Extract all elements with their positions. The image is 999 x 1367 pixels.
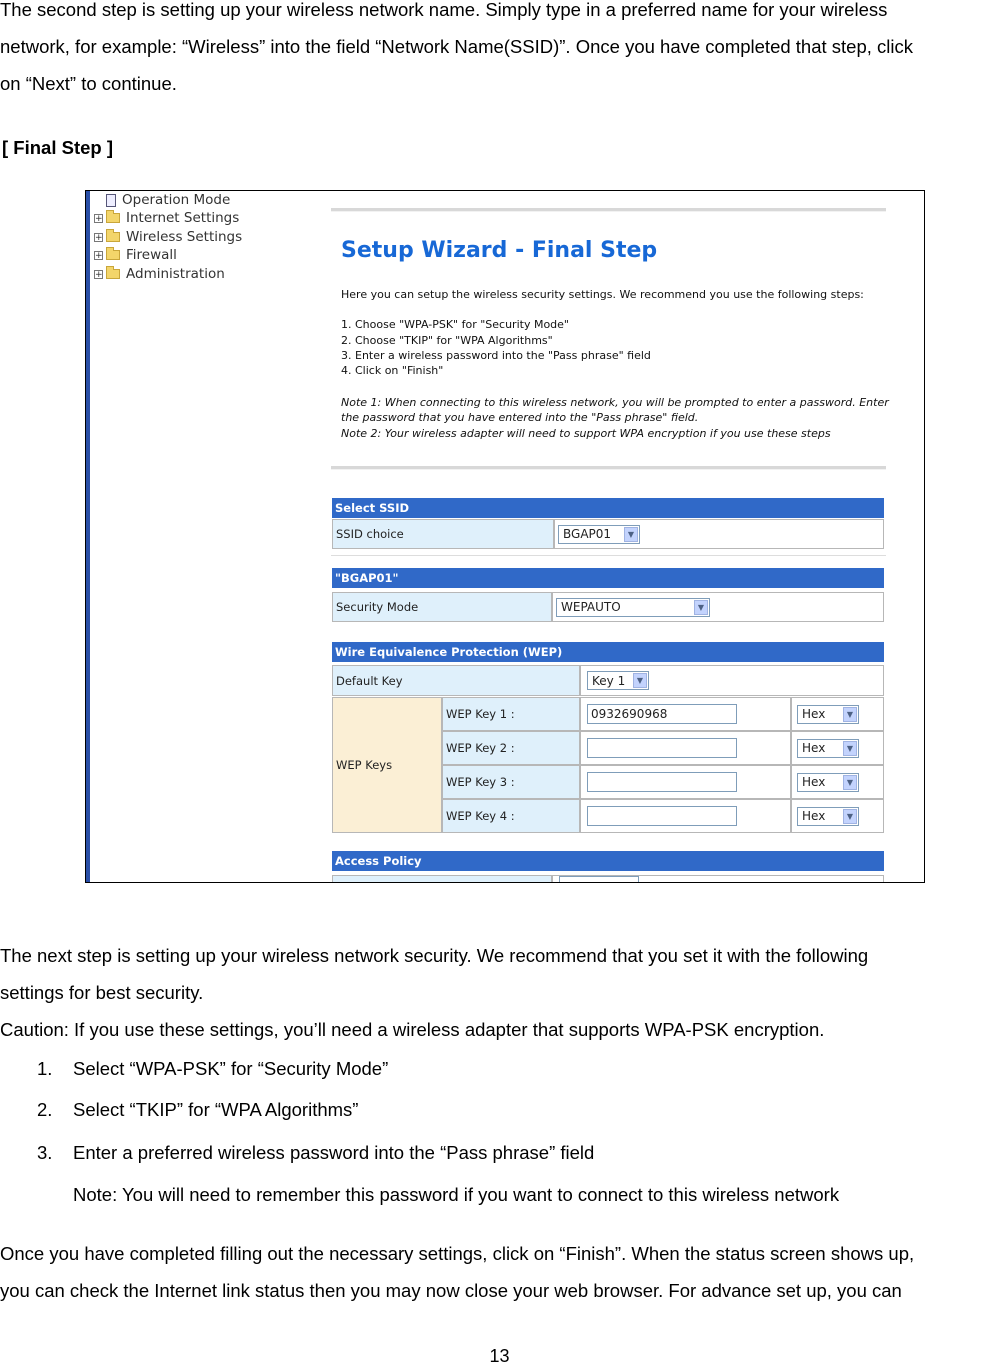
wep-key-2-format-select[interactable] [797, 739, 859, 758]
wep-key-3-label: WEP Key 3 : [442, 765, 580, 799]
nav-item-internet-settings[interactable] [94, 209, 239, 227]
wep-keys-label: WEP Keys [332, 697, 442, 833]
wep-key-2-cell [580, 731, 791, 765]
nav-label: Internet Settings [126, 210, 240, 226]
ssid-choice-value: BGAP01 [563, 527, 612, 541]
intro-line: network, for example: “Wireless” into the field “Network Name(SSID)”. Once you have completed that step, click [0, 36, 914, 57]
wep-key-3-input[interactable] [587, 772, 737, 792]
access-policy-cell [552, 875, 884, 883]
format-value: Hex [802, 741, 826, 755]
wep-key-1-label: WEP Key 1 : [442, 697, 580, 731]
nav-item-firewall[interactable] [94, 246, 177, 264]
wep-key-1-cell [580, 697, 791, 731]
ssid-choice-cell [554, 519, 884, 549]
security-mode-cell [552, 592, 884, 622]
intro-line: on “Next” to continue. [0, 73, 177, 94]
wizard-note: Note 2: Your wireless adapter will need to support WPA encryption if you use these steps [341, 427, 831, 440]
default-key-label: Default Key [332, 665, 580, 696]
wizard-note: the password that you have entered into the "Pass phrase" field. [341, 411, 699, 424]
ssid-choice-select[interactable] [558, 525, 640, 544]
wep-key-2-input[interactable] [587, 738, 737, 758]
wep-key-1-format-select[interactable] [797, 705, 859, 724]
list-text: Select “TKIP” for “WPA Algorithms” [73, 1099, 359, 1120]
select-ssid-header: Select SSID [332, 498, 884, 518]
chevron-down-icon: ▼ [843, 741, 857, 756]
wizard-step: 2. Choose "TKIP" for "WPA Algorithms" [341, 334, 553, 347]
chevron-down-icon: ▼ [843, 775, 857, 790]
list-text: Enter a preferred wireless password into the “Pass phrase” field [73, 1142, 595, 1163]
chevron-down-icon: ▼ [694, 600, 708, 615]
nav-label: Wireless Settings [126, 229, 243, 245]
security-line: The next step is setting up your wireless network security. We recommend that you set it with the following [0, 945, 869, 966]
wep-key-3-format-cell [791, 765, 884, 799]
wep-key-3-format-select[interactable] [797, 773, 859, 792]
nav-label: Administration [126, 266, 225, 282]
router-screenshot [85, 190, 925, 883]
wizard-title: Setup Wizard - Final Step [341, 238, 658, 263]
folder-icon [106, 250, 120, 260]
wizard-step: 4. Click on "Finish" [341, 364, 444, 377]
note-text: Note: You will need to remember this password if you want to connect to this wireless network [73, 1184, 840, 1205]
wep-key-4-format-cell [791, 799, 884, 833]
format-value: Hex [802, 809, 826, 823]
wep-key-2-format-cell [791, 731, 884, 765]
wep-key-4-label: WEP Key 4 : [442, 799, 580, 833]
wep-key-1-input[interactable]: 0932690968 [587, 704, 737, 724]
default-key-value: Key 1 [592, 673, 626, 688]
access-policy-select[interactable] [559, 876, 639, 884]
wep-header: Wire Equivalence Protection (WEP) [332, 642, 884, 662]
wep-key-4-cell [580, 799, 791, 833]
closing-line: Once you have completed filling out the necessary settings, click on “Finish”. When the status screen shows up, [0, 1243, 915, 1264]
ssid-choice-label: SSID choice [332, 519, 554, 549]
wep-key-2-label: WEP Key 2 : [442, 731, 580, 765]
folder-icon [106, 213, 120, 223]
wep-key-3-cell [580, 765, 791, 799]
security-line: Caution: If you use these settings, you’ll need a wireless adapter that supports WPA-PSK encryption. [0, 1019, 825, 1040]
expand-icon[interactable]: + [95, 269, 103, 280]
security-mode-value: WEPAUTO [561, 600, 621, 614]
ssid-section-header: "BGAP01" [332, 568, 884, 588]
wep-key-4-input[interactable] [587, 806, 737, 826]
nav-item-administration[interactable] [94, 265, 225, 283]
format-value: Hex [802, 707, 826, 721]
list-number: 1. [37, 1058, 53, 1079]
nav-border [86, 191, 90, 882]
nav-label: Firewall [126, 247, 177, 263]
expand-icon[interactable]: + [95, 232, 103, 243]
list-text: Select “WPA-PSK” for “Security Mode” [73, 1058, 389, 1079]
chevron-down-icon: ▼ [843, 809, 857, 824]
chevron-down-icon: ▼ [633, 673, 647, 688]
nav-item-wireless-settings[interactable] [94, 228, 242, 246]
expand-icon[interactable]: + [95, 250, 103, 261]
folder-icon [106, 269, 120, 279]
divider [331, 208, 886, 212]
nav-label: Operation Mode [122, 192, 231, 208]
wizard-step: 1. Choose "WPA-PSK" for "Security Mode" [341, 318, 569, 331]
divider [331, 466, 886, 470]
format-value: Hex [802, 775, 826, 789]
page-number: 13 [489, 1346, 510, 1366]
wizard-step: 3. Enter a wireless password into the "Pass phrase" field [341, 349, 651, 362]
access-policy-label [332, 875, 552, 883]
divider [331, 555, 886, 556]
closing-line: you can check the Internet link status then you may now close your web browser. For advance set up, you can [0, 1280, 902, 1301]
default-key-select[interactable] [587, 671, 649, 690]
security-mode-select[interactable] [556, 598, 710, 617]
wizard-intro: Here you can setup the wireless security settings. We recommend you use the following steps: [341, 288, 864, 301]
wizard-note: Note 1: When connecting to this wireless network, you will be prompted to enter a password. Enter [341, 396, 889, 409]
nav-item-operation-mode[interactable] [94, 191, 230, 209]
wep-key-4-format-select[interactable] [797, 807, 859, 826]
final-step-heading: [ Final Step ] [2, 137, 113, 158]
list-number: 2. [37, 1099, 53, 1120]
nav-tree [86, 191, 321, 882]
intro-line: The second step is setting up your wireless network name. Simply type in a preferred name for your wireless [0, 0, 888, 20]
wep-key-1-format-cell [791, 697, 884, 731]
folder-icon [106, 232, 120, 242]
chevron-down-icon: ▼ [624, 527, 638, 542]
access-policy-header: Access Policy [332, 851, 884, 871]
chevron-down-icon: ▼ [843, 707, 857, 722]
expand-icon[interactable]: + [95, 213, 103, 224]
default-key-cell [580, 665, 884, 696]
list-number: 3. [37, 1142, 53, 1163]
page-icon [106, 194, 116, 207]
security-mode-label: Security Mode [332, 592, 552, 622]
security-line: settings for best security. [0, 982, 204, 1003]
